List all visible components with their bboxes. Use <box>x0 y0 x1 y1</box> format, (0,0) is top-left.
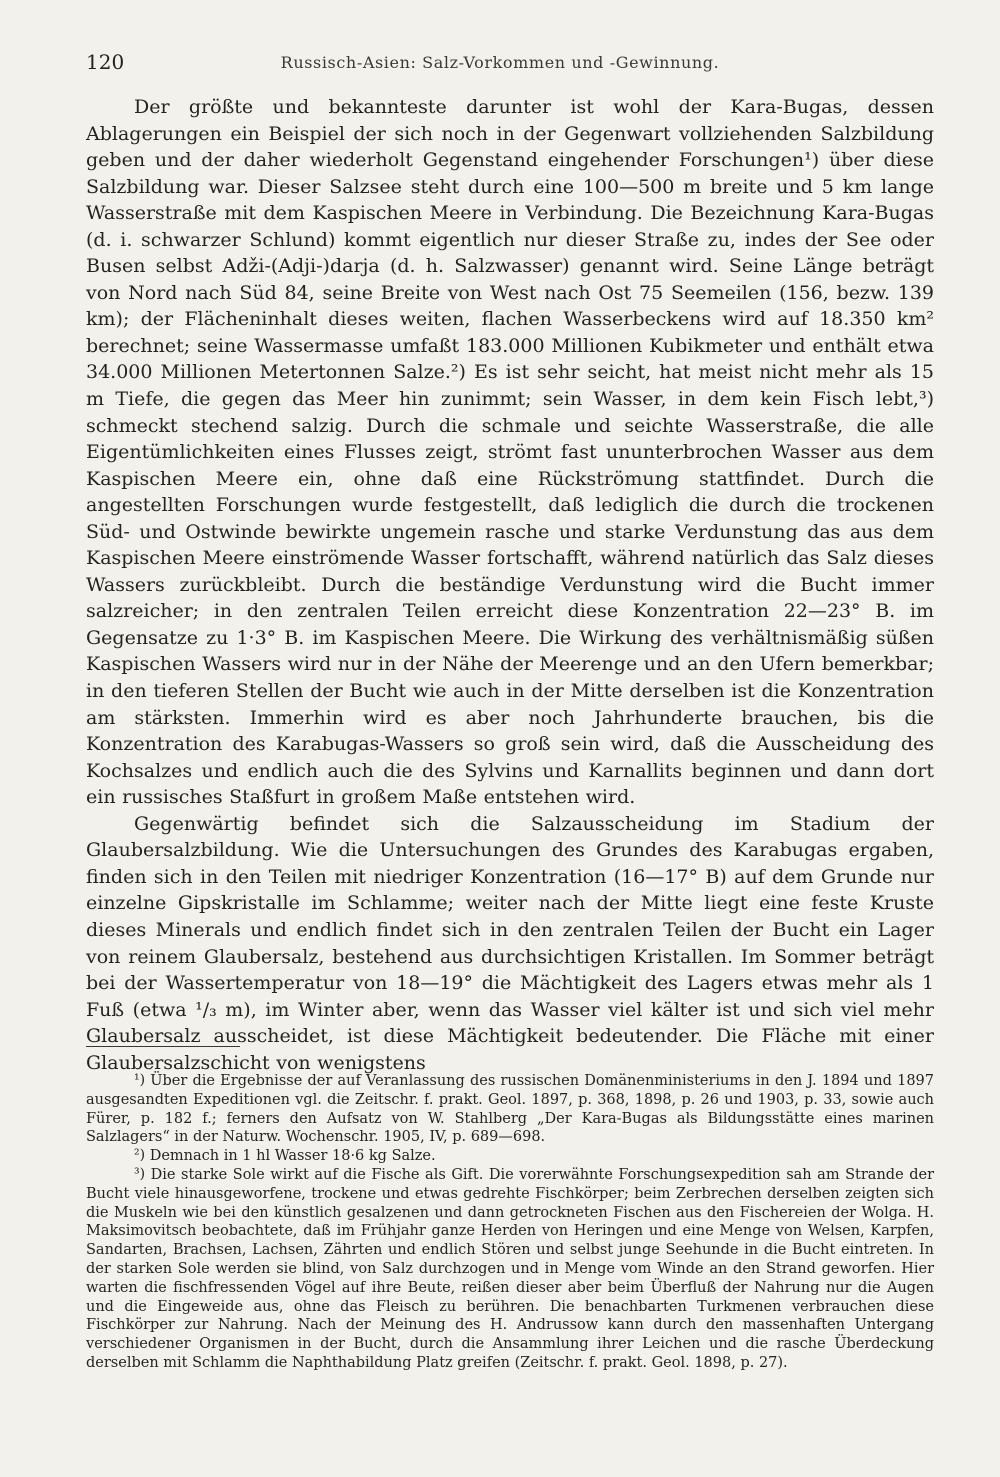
footnote <box>86 1166 934 1373</box>
footnote <box>86 1147 934 1166</box>
footnote-mark: ¹) <box>134 1072 146 1088</box>
body-text <box>86 94 934 1076</box>
paragraph: Der größte und bekannteste darunter ist wohl der Kara-Bugas, dessen Ablagerungen ein Beispiel der sich noch in der Gegenwart vollziehenden Salzbildung geben und der daher wiederholt Gegenstand eingehender Forschungen¹) über diese Salzbildung war. Dieser Salzsee steht durch eine 100—500 m breite und 5 km lange Wasserstraße mit dem Kaspischen Meere in Verbindung. Die Bezeichnung Kara-Bugas (d. i. schwarzer Schlund) kommt eigentlich nur dieser Straße zu, indes der See oder Busen selbst Adži-(Adji-)darja (d. h. Salzwasser) genannt wird. Seine Länge beträgt von Nord nach Süd 84, seine Breite von West nach Ost 75 Seemeilen (156, bezw. 139 km); der Flächeninhalt dieses weiten, flachen Wasserbeckens wird auf 18.350 km² berechnet; seine Wassermasse umfaßt 183.000 Millionen Kubikmeter und enthält etwa 34.000 Millionen Metertonnen Salze.²) Es ist sehr seicht, hat meist nicht mehr als 15 m Tiefe, die gegen das Meer hin zunimmt; sein Wasser, in dem kein Fisch lebt,³) schmeckt stechend salzig. Durch die schmale und seichte Wasserstraße, die alle Eigentümlichkeiten eines Flusses zeigt, strömt fast ununterbrochen Wasser aus dem Kaspischen Meere ein, ohne daß eine Rückströmung stattfindet. Durch die angestellten Forschungen wurde festgestellt, daß lediglich die durch die trockenen Süd- und Ostwinde bewirkte ungemein rasche und starke Verdunstung das aus dem Kaspischen Meere einströmende Wasser fortschafft, während natürlich das Salz dieses Wassers zurückbleibt. Durch die beständige Verdunstung wird die Bucht immer salzreicher; in den zentralen Teilen erreicht diese Konzentration 22—23° B. im Gegensatze zu 1·3° B. im Kaspischen Meere. Die Wirkung des verhältnismäßig süßen Kaspischen Wassers wird nur in der Nähe der Meerenge und an den Ufern bemerkbar; in den tieferen Stellen der Bucht wie auch in der Mitte derselben ist die Konzentration am stärksten. Immerhin wird es aber noch Jahrhunderte brauchen, bis die Konzentration des Karabugas-Wassers so groß sein wird, daß die Ausscheidung des Kochsalzes und endlich auch die des Sylvins und Karnallits beginnen und dann dort ein russisches Staßfurt in großem Maße entstehen wird. <box>86 96 934 809</box>
footnote-text: Die starke Sole wirkt auf die Fische als Gift. Die vorerwähnte Forschungsexpedition sah am Strande der Bucht viele hinausgeworfene, trockene und etwas gedrehte Fischkörper; beim Zerbrechen derselben zeigten sich die Muskeln wie bei den künstlich gesalzenen und dann getrockneten Fischen aus den Fischereien der Wolga. H. Maksimovitsch beobachtete, daß im Frühjahr ganze Herden von Heringen und eine Menge von Welsen, Karpfen, Sandarten, Brachsen, Lachsen, Zährten und endlich Stören und selbst junge Seehunde in die Bucht eintreten. In der starken Sole werden sie blind, von Salz durchzogen und in Menge vom Winde an den Strand geworfen. Hier warten die fischfressenden Vögel auf ihre Beute, reißen dieser aber beim Überfluß der Nahrung nur die Augen und die Eingeweide aus, ohne das Fleisch zu berühren. Die benachbarten Turkmenen verbrauchen diese Fischkörper zur Nahrung. Nach der Meinung des H. Andrussow kann durch den massenhaften Untergang verschiedener Organismen in der Bucht, durch die Ansammlung ihrer Leichen und die rasche Überdeckung derselben mit Schlamm die Naphthabildung Platz greifen (Zeitschr. f. prakt. Geol. 1898, p. 27). <box>86 1166 934 1371</box>
footnote-separator <box>86 1046 240 1047</box>
footnote-mark: ³) <box>134 1165 146 1182</box>
page-number: 120 <box>86 50 125 74</box>
footnote-text: Über die Ergebnisse der auf Veranlassung des russischen Domänenministeriums in den J. 1894 und 1897 ausgesandten Expeditionen vgl. die Zeitschr. f. prakt. Geol. 1897, p. 368, 1898, p. 26 und 1903, p. 33, sowie auch Fürer, p. 182 f.; ferners den Aufsatz von W. Stahlberg „Der Kara-Bugas als Bildungsstätte eines marinen Salzlagers“ in der Naturw. Wochenschr. 1905, IV, p. 689—698. <box>86 1073 934 1146</box>
footnote-text: Demnach in 1 hl Wasser 18·6 kg Salze. <box>149 1148 436 1165</box>
running-head <box>86 50 914 76</box>
footnotes <box>86 1072 934 1373</box>
footnote <box>86 1072 934 1147</box>
running-title: Russisch-Asien: Salz-Vorkommen und -Gewinnung. <box>280 53 720 72</box>
footnote-mark: ²) <box>134 1147 146 1164</box>
paragraph: Gegenwärtig befindet sich die Salzausscheidung im Stadium der Glaubersalzbildung. Wie die Untersuchungen des Grundes des Karabugas ergaben, finden sich in den Teilen mit niedriger Konzentration (16—17° B) auf dem Grunde nur einzelne Gipskristalle im Schlamme; weiter nach der Mitte liegt eine feste Kruste dieses Minerals und endlich findet sich in den zentralen Teilen der Bucht ein Lager von reinem Glaubersalz, bestehend aus durchsichtigen Kristallen. Im Sommer beträgt bei der Wassertemperatur von 18—19° die Mächtigkeit des Lagers etwas mehr als 1 Fuß (etwa ¹/₃ m), im Winter aber, wenn das Wasser viel kälter ist und sich viel mehr Glaubersalz ausscheidet, ist diese Mächtigkeit bedeutender. Die Fläche mit einer Glaubersalzschicht von wenigstens <box>86 812 934 1074</box>
